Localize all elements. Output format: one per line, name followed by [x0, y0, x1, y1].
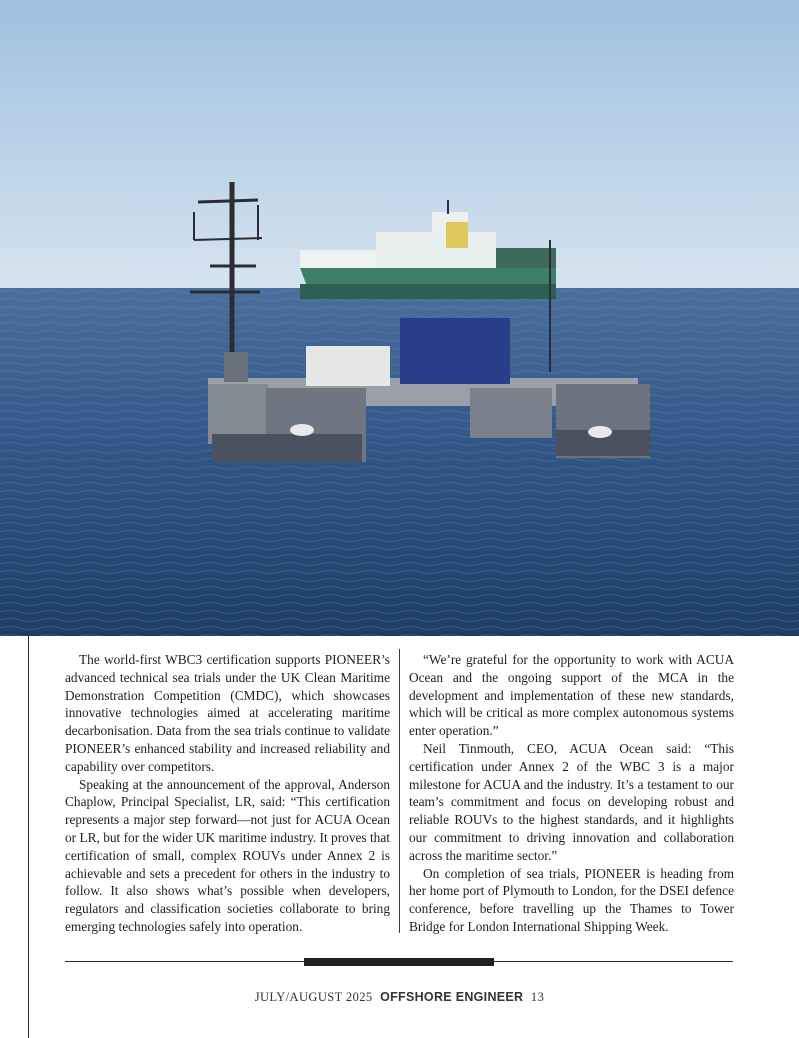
container — [400, 318, 510, 384]
paragraph: On completion of sea trials, PIONEER is heading from her home port of Plymouth to London, for the DSEI defence conference, before travelling up the Thames to Tower Bridge for London International Shipping Week. — [409, 865, 734, 934]
margin-rule — [28, 636, 29, 1038]
paragraph: Neil Tinmouth, CEO, ACUA Ocean said: “This certification under Annex 2 of the WBC 3 is a major milestone for ACUA and the industry. It’s a testament to our team’s commitment and focus on developing robust and reliable ROUVs to the highest standards, and it highlights our commitment to driving innovation and collaboration across the maritime sector.” — [409, 740, 734, 863]
footer-bar — [304, 958, 494, 966]
paragraph: Speaking at the announcement of the approval, Anderson Chaplow, Principal Specialist, LR, said: “This certification represents a major step forward—not just for ACUA Ocean or LR, but for the wider UK maritime industry. It proves that certification of small, complex ROUVs under Annex 2 is achievable and sets a precedent for others in the industry to follow. It also shows what’s possible when developers, regulators and classification societies collaborate to bring emerging technologies safely into operation. — [65, 776, 390, 934]
column-divider — [399, 649, 400, 933]
article-column-right — [409, 651, 734, 936]
page-folio — [0, 990, 799, 1005]
paragraph: “We’re grateful for the opportunity to work with ACUA Ocean and the ongoing support of the MCA in the development and implementation of these new standards, which will be critical as more complex autonomous systems enter operation.” — [409, 652, 734, 739]
article-column-left — [65, 651, 390, 936]
page-number: 13 — [530, 990, 545, 1004]
paragraph: The world-first WBC3 certification supports PIONEER’s advanced technical sea trials under the UK Clean Maritime Demonstration Competition (CMDC), which showcases innovative technologies aimed at accelerating maritime decarbonisation. Data from the sea trials continue to validate PIONEER’s enhanced stability and increased reliability and capability over competitors. — [65, 652, 390, 774]
issue-date: JULY/AUGUST 2025 — [254, 990, 373, 1004]
magazine-name: OFFSHORE ENGINEER — [380, 990, 524, 1004]
